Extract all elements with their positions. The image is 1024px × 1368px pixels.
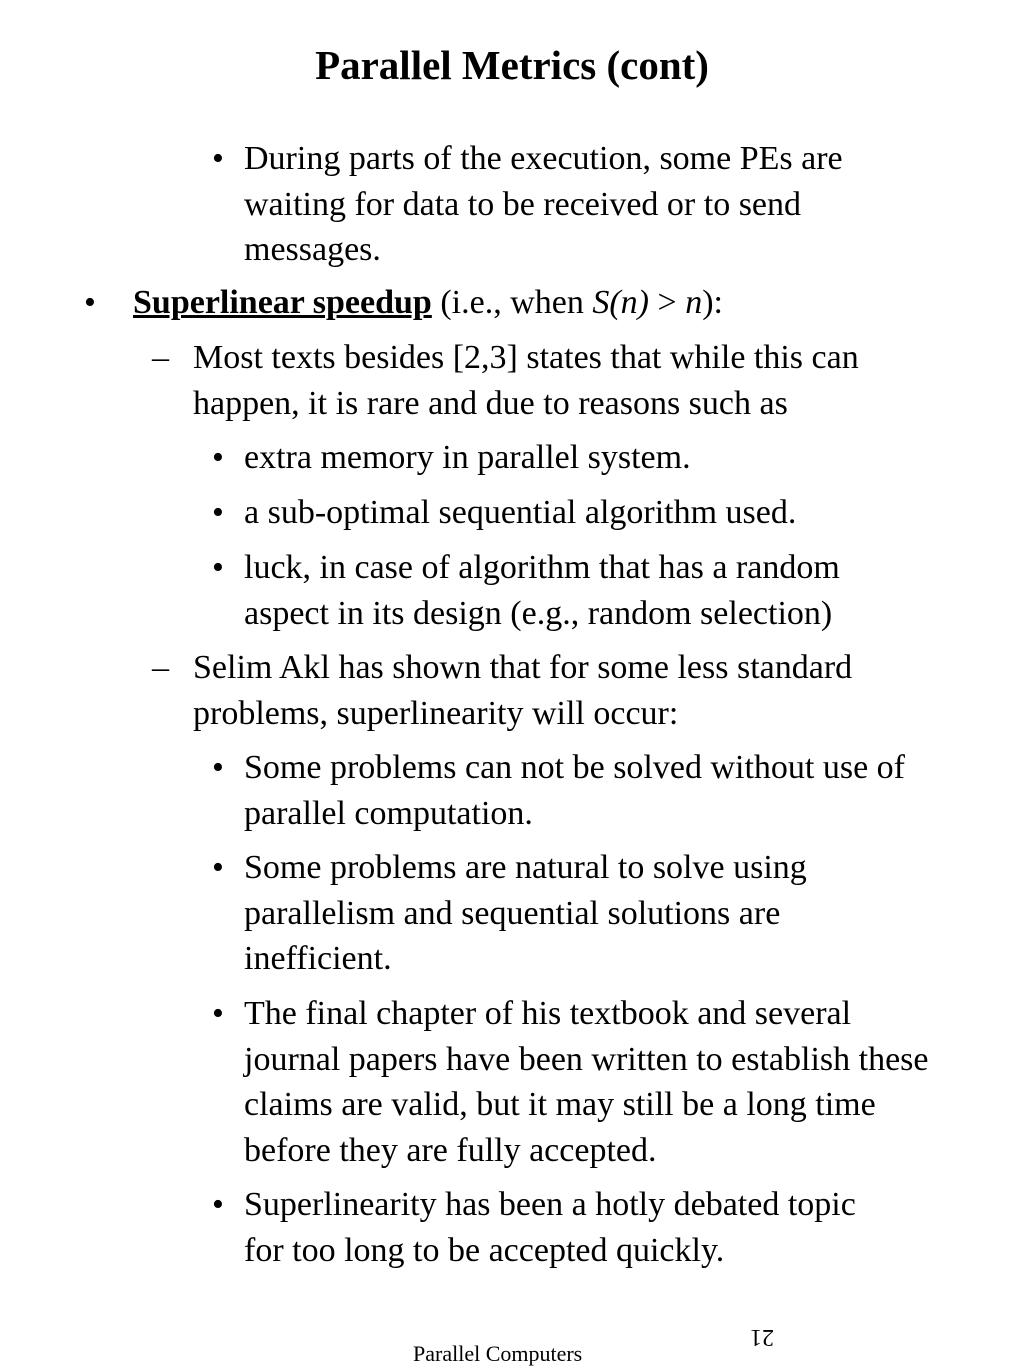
superlinear-suffix: ): [702, 284, 723, 321]
superlinear-prefix: (i.e., when [431, 284, 593, 321]
list-item: a sub-optimal sequential algorithm used. [244, 494, 797, 531]
list-item: Superlinearity has been a hotly debated topic for too long to be accepted quickly. [244, 1186, 856, 1269]
bullet-marker: • [212, 494, 224, 531]
sub-bullet-selim-akl: Selim Akl has shown that for some less standard problems, superlinearity will occur: [193, 649, 853, 732]
bullet-marker: • [212, 140, 224, 177]
formula-operator: > [649, 284, 686, 321]
formula-rhs: n [685, 284, 703, 321]
list-item: extra memory in parallel system. [244, 439, 691, 476]
formula-lhs: S(n) [592, 284, 649, 321]
footer-label: Parallel Computers [413, 1341, 583, 1366]
bullet-marker: • [212, 439, 224, 476]
list-item: The final chapter of his textbook and several journal papers have been written to establish these claims are valid, but it may still be a long time before they are fully accepted. [244, 995, 929, 1169]
dash-marker: – [152, 649, 169, 686]
list-item: Some problems can not be solved without use of parallel computation. [244, 749, 906, 832]
slide-title: Parallel Metrics (cont) [315, 42, 709, 88]
bullet-marker: • [212, 995, 224, 1032]
dash-marker: – [152, 339, 169, 376]
intro-bullet: During parts of the execution, some PEs are waiting for data to be received or to send messages. [244, 140, 843, 268]
bullet-marker: • [212, 549, 224, 586]
page-number: 21 [750, 1324, 774, 1350]
bullet-marker: • [212, 749, 224, 786]
bullet-marker: • [84, 284, 96, 321]
list-item: luck, in case of algorithm that has a random aspect in its design (e.g., random selection) [244, 549, 840, 632]
bullet-marker: • [212, 849, 224, 886]
superlinear-heading [133, 280, 993, 326]
list-item: Some problems are natural to solve using parallelism and sequential solutions are inefficient. [244, 849, 807, 977]
superlinear-term: Superlinear speedup [133, 284, 432, 321]
bullet-marker: • [212, 1186, 224, 1223]
sub-bullet-most-texts: Most texts besides [2,3] states that while this can happen, it is rare and due to reasons such as [193, 339, 859, 422]
